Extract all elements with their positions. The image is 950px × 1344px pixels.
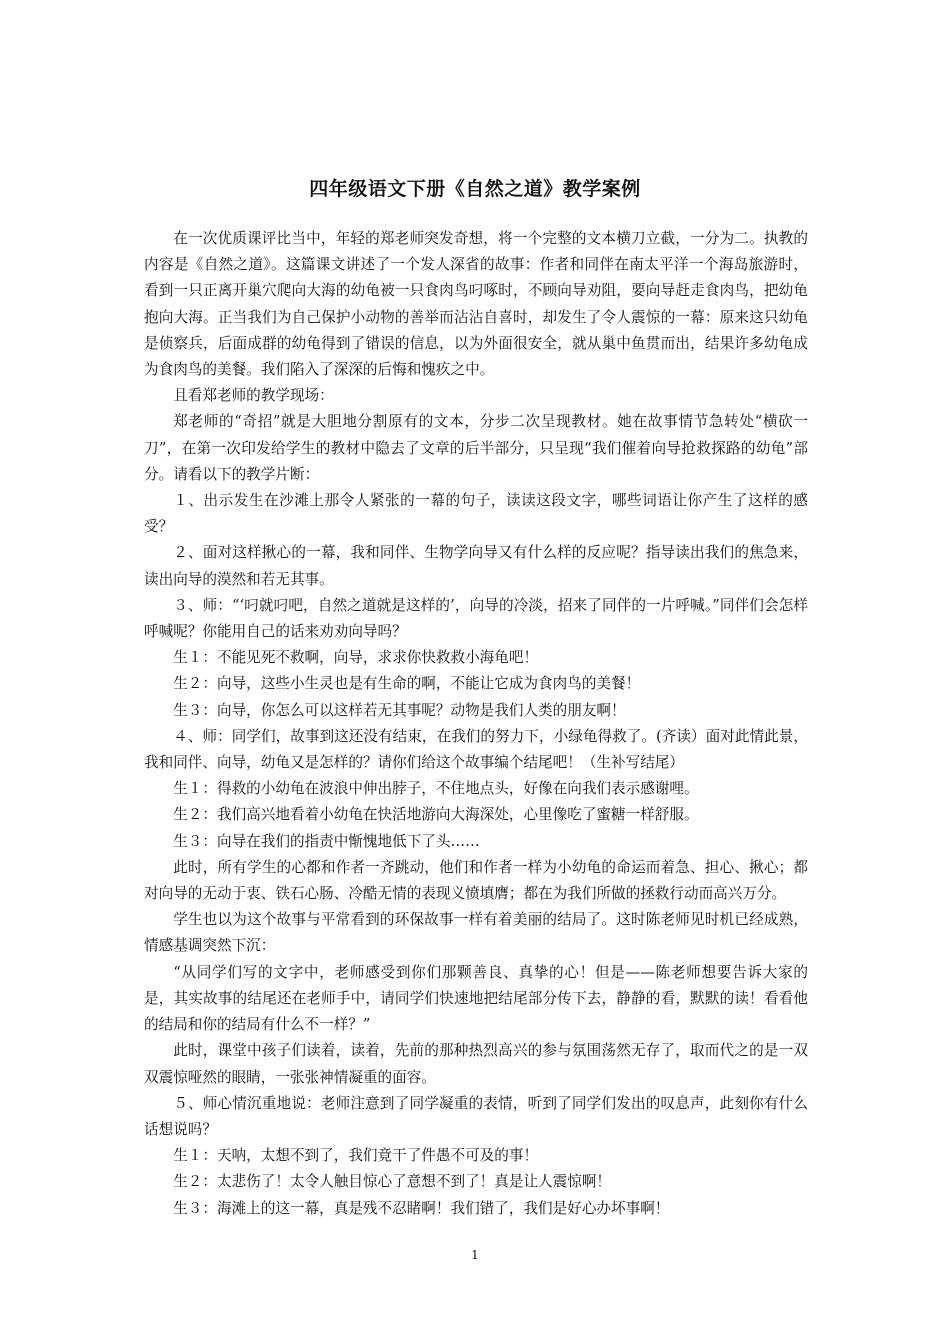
document-title: 四年级语文下册《自然之道》教学案例 (309, 178, 641, 200)
paragraph: 郑老师的“奇招”就是大胆地分割原有的文本，分步二次呈现教材。她在故事情节急转处“横砍一刀”，在第一次印发给学生的教材中隐去了文章的后半部分，只呈现“我们催着向导抢救探路的幼龟”部分。请看以下的教学片断： (144, 413, 808, 483)
paragraph: 生２：向导，这些小生灵也是有生命的啊，不能让它成为食肉鸟的美餐！ (173, 675, 641, 693)
paragraph: 生３：海滩上的这一幕，真是残不忍睹啊！我们错了，我们是好心办坏事啊！ (173, 1199, 670, 1217)
paragraph: 生２：我们高兴地看着小幼龟在快活地游向大海深处，心里像吃了蜜糖一样舒服。 (173, 806, 699, 824)
page-number: 1 (471, 1248, 479, 1262)
paragraph: 生３：向导在我们的指责中惭愧地低下了头…… (173, 832, 480, 850)
paragraph: 且看郑老师的教学现场： (173, 387, 334, 405)
paragraph: ５、师心情沉重地说：老师注意到了同学凝重的表情，听到了同学们发出的叹息声，此刻你有什么话想说吗？ (144, 1094, 808, 1138)
paragraph: 生２：太悲伤了！太令人触目惊心了意想不到了！真是让人震惊啊！ (173, 1173, 612, 1191)
paragraph: ４、师：同学们，故事到这还没有结束，在我们的努力下，小绿龟得救了。(齐读）面对此情此景，我和同伴、向导，幼龟又是怎样的？请你们给这个故事编个结尾吧！（生补写结尾） (144, 727, 808, 772)
paragraph: 学生也以为这个故事与平常看到的环保故事一样有着美丽的结局了。这时陈老师见时机已经成熟，情感基调突然下沉： (144, 911, 808, 955)
paragraph: ３、师：“‘叼就叼吧，自然之道就是这样的’，向导的冷淡，招来了同伴的一片呼喊。”同伴们会怎样呼喊呢？你能用自己的话来劝劝向导吗？ (144, 596, 808, 641)
paragraph: “从同学们写的文字中，老师感受到你们那颗善良、真挚的心！但是——陈老师想要告诉大家的是，其实故事的结尾还在老师手中，请同学们快速地把结尾部分传下去，静静的看，默默的读！看看他的结局和你的结局有什么不一样？” (144, 963, 808, 1034)
paragraph: 此时，课堂中孩子们读着，读着，先前的那种热烈高兴的参与氛围荡然无存了，取而代之的是一双双震惊哑然的眼睛，一张张神情凝重的面容。 (144, 1042, 808, 1086)
paragraph: 生１：天呐，太想不到了，我们竟干了件愚不可及的事！ (173, 1147, 539, 1165)
paragraph: 在一次优质课评比当中，年轻的郑老师突发奇想，将一个完整的文本横刀立截，一分为二。执教的内容是《自然之道》。这篇课文讲述了一个发人深省的故事：作者和同伴在南太平洋一个海岛旅游时，看到一只正离开巢穴爬向大海的幼龟被一只食肉鸟叼啄时，不顾向导劝阻，要向导赶走食肉鸟，把幼龟抱向大海。正当我们为自己保护小动物的善举而沾沾自喜时，却发生了令人震惊的一幕：原来这只幼龟是侦察兵，后面成群的幼龟得到了错误的信息，以为外面很安全，就从巢中鱼贯而出，结果许多幼龟成为食肉鸟的美餐。我们陷入了深深的后悔和愧疚之中。 (144, 230, 808, 379)
paragraph: 生１：得救的小幼龟在波浪中伸出脖子，不住地点头，好像在向我们表示感谢哩。 (173, 780, 699, 798)
paragraph: 此时，所有学生的心都和作者一齐跳动，他们和作者一样为小幼龟的命运而着急、担心、揪心；都对向导的无动于衷、铁石心肠、冷酷无情的表现义愤填膺；都在为我们所做的拯救行动而高兴万分。 (144, 858, 808, 903)
paragraph: ２、面对这样揪心的一幕，我和同伴、生物学向导又有什么样的反应呢？指导读出我们的焦急来，读出向导的漠然和若无其事。 (144, 544, 808, 588)
paragraph: 生３：向导，你怎么可以这样若无其事呢？动物是我们人类的朋友啊！ (173, 701, 626, 719)
paragraph: １、出示发生在沙滩上那令人紧张的一幕的句子，读读这段文字，哪些词语让你产生了这样的感受？ (144, 492, 808, 536)
paragraph: 生１：不能见死不救啊，向导，求求你快救救小海龟吧！ (173, 649, 539, 667)
document-body (144, 226, 808, 1222)
